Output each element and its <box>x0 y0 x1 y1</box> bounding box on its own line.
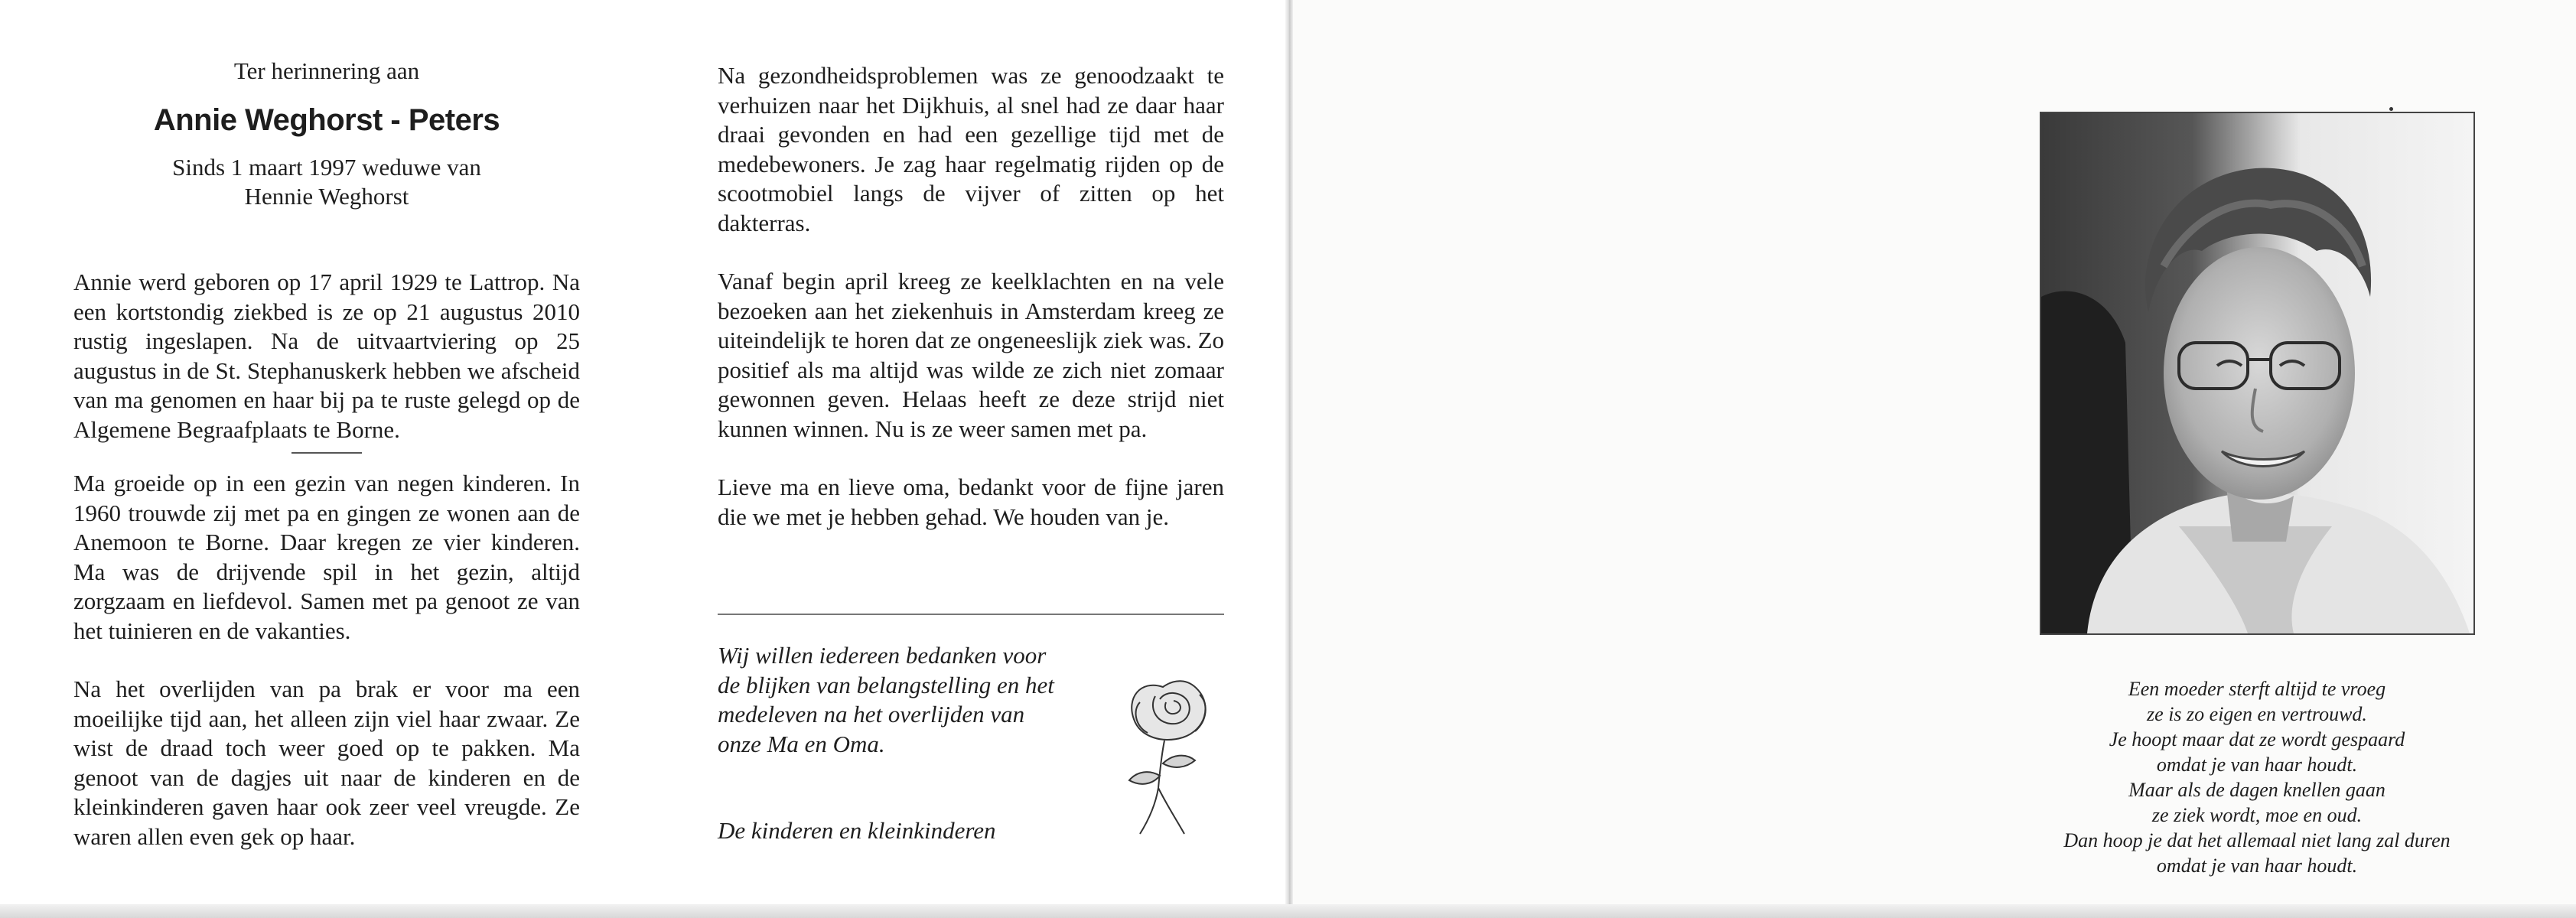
rose-icon <box>1109 656 1232 840</box>
biography-column-2 <box>718 61 1224 532</box>
paragraph: Vanaf begin april kreeg ze keelklachten en na vele bezoeken aan het ziekenhuis in Amsterdam kreeg ze uiteindelijk te horen dat ze ongeneeslijk ziek was. Zo positief als ma altijd was wilde ze zich niet zomaar gewonnen geven. Helaas heeft ze deze strijd niet kunnen winnen. Nu is ze weer samen met pa. <box>718 268 1224 442</box>
thanks-line: medeleven na het overlijden van <box>718 701 1025 728</box>
thanks-line: de blijken van belangstelling en het <box>718 671 1054 698</box>
deceased-name: Annie Weghorst - Peters <box>153 103 500 137</box>
divider <box>291 452 362 454</box>
poem-line: omdat je van haar houdt. <box>2156 754 2358 776</box>
poem-line: Dan hoop je dat het allemaal niet lang zal duren <box>2063 829 2451 851</box>
poem-line: ze ziek wordt, moe en oud. <box>2151 804 2363 826</box>
signature: De kinderen en kleinkinderen <box>718 817 996 844</box>
portrait-icon <box>2041 113 2473 633</box>
paragraph: Lieve ma en lieve oma, bedankt voor de fijne jaren die we met je hebben gehad. We houden van je. <box>718 474 1224 530</box>
poem-line: Een moeder sterft altijd te vroeg <box>2128 678 2386 700</box>
poem-line: Maar als de dagen knellen gaan <box>2128 779 2385 801</box>
fold-line <box>1285 0 1293 918</box>
paragraph: Annie werd geboren op 17 april 1929 te Lattrop. Na een kortstondig ziekbed is ze op 21 augustus 2010 rustig ingeslapen. Na de uitvaartviering op 25 augustus in de St. Stephanuskerk hebben we afscheid van ma genomen en haar bij pa te ruste gelegd op de Algemene Begraafplaats te Borne. <box>73 269 580 443</box>
poem <box>1989 676 2525 878</box>
biography-column-1 <box>73 268 580 851</box>
memorial-heading: Ter herinnering aan <box>233 57 420 84</box>
card-edge <box>0 904 2576 918</box>
thanks-message <box>718 641 1100 759</box>
thanks-line: onze Ma en Oma. <box>718 730 885 757</box>
poem-line: omdat je van haar houdt. <box>2156 855 2358 877</box>
poem-line: ze is zo eigen en vertrouwd. <box>2147 703 2367 725</box>
widow-line-2: Hennie Weghorst <box>244 183 409 210</box>
left-page <box>0 0 1285 918</box>
portrait-photo <box>2040 112 2475 635</box>
paragraph: Na het overlijden van pa brak er voor ma een moeilijke tijd aan, het alleen zijn viel haar zwaar. Ze wist de draad toch weer goed op te pakken. Ma genoot van de dagjes uit naar de kinderen en de kleinkinderen gaven haar ook zeer veel vreugde. Ze waren allen even gek op haar. <box>73 675 580 850</box>
thanks-line: Wij willen iedereen bedanken voor <box>718 642 1047 669</box>
widow-line-1: Sinds 1 maart 1997 weduwe van <box>172 154 481 181</box>
paragraph: Ma groeide op in een gezin van negen kinderen. In 1960 trouwde zij met pa en gingen ze wonen aan de Anemoon te Borne. Daar kregen ze vier kinderen. Ma was de drijvende spil in het gezin, altijd zorgzaam en liefdevol. Samen met pa genoot ze van het tuinieren en de vakanties. <box>73 470 580 644</box>
divider <box>718 614 1224 615</box>
poem-line: Je hoopt maar dat ze wordt gespaard <box>2109 728 2405 750</box>
intro-block <box>73 57 580 211</box>
speck <box>2389 107 2393 111</box>
paragraph: Na gezondheidsproblemen was ze genoodzaakt te verhuizen naar het Dijkhuis, al snel had ze daar haar draai gevonden en had een gezellige tijd met de medebewoners. Je zag haar regelmatig rijden op de scootmobiel langs de vijver of zitten op het dakterras. <box>718 62 1224 236</box>
